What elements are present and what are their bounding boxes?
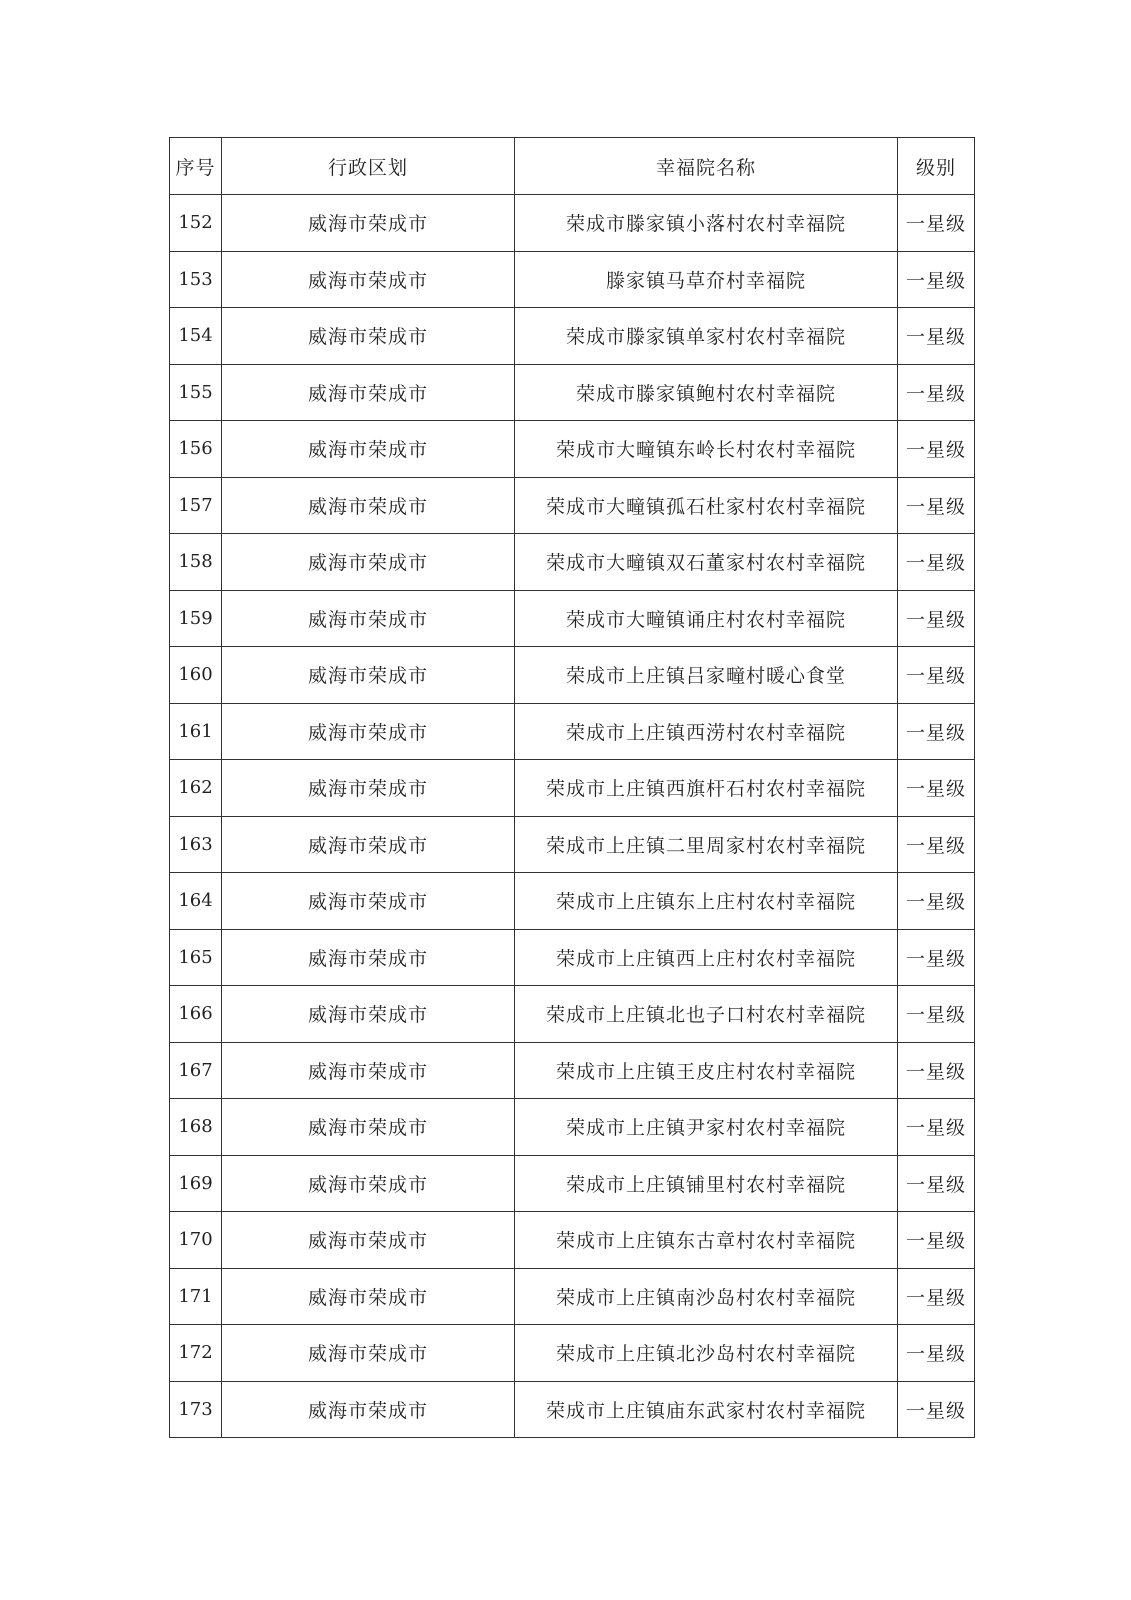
- cell-welfare-home-name: 荣成市滕家镇单家村农村幸福院: [515, 308, 898, 365]
- cell-admin-division: 威海市荣成市: [222, 986, 515, 1043]
- cell-level: 一星级: [898, 816, 975, 873]
- table-row: [170, 816, 975, 873]
- header-level: 级别: [898, 138, 975, 195]
- cell-welfare-home-name: 荣成市上庄镇西上庄村农村幸福院: [515, 929, 898, 986]
- table-row: [170, 1155, 975, 1212]
- table-row: [170, 195, 975, 252]
- cell-admin-division: 威海市荣成市: [222, 1325, 515, 1382]
- cell-level: 一星级: [898, 251, 975, 308]
- cell-level: 一星级: [898, 703, 975, 760]
- cell-welfare-home-name: 荣成市上庄镇吕家疃村暖心食堂: [515, 647, 898, 704]
- cell-admin-division: 威海市荣成市: [222, 251, 515, 308]
- cell-welfare-home-name: 荣成市上庄镇西旗杆石村农村幸福院: [515, 760, 898, 817]
- cell-level: 一星级: [898, 1325, 975, 1382]
- cell-serial-number: 173: [170, 1381, 222, 1438]
- cell-admin-division: 威海市荣成市: [222, 590, 515, 647]
- cell-level: 一星级: [898, 1268, 975, 1325]
- cell-welfare-home-name: 荣成市上庄镇东古章村农村幸福院: [515, 1212, 898, 1269]
- cell-level: 一星级: [898, 1381, 975, 1438]
- cell-serial-number: 152: [170, 195, 222, 252]
- cell-level: 一星级: [898, 929, 975, 986]
- cell-admin-division: 威海市荣成市: [222, 1268, 515, 1325]
- cell-level: 一星级: [898, 308, 975, 365]
- cell-serial-number: 153: [170, 251, 222, 308]
- table-row: [170, 1042, 975, 1099]
- table-row: [170, 364, 975, 421]
- cell-welfare-home-name: 荣成市上庄镇二里周家村农村幸福院: [515, 816, 898, 873]
- cell-level: 一星级: [898, 1042, 975, 1099]
- cell-serial-number: 159: [170, 590, 222, 647]
- cell-serial-number: 168: [170, 1099, 222, 1156]
- cell-admin-division: 威海市荣成市: [222, 195, 515, 252]
- cell-level: 一星级: [898, 647, 975, 704]
- cell-admin-division: 威海市荣成市: [222, 1155, 515, 1212]
- cell-level: 一星级: [898, 873, 975, 930]
- cell-level: 一星级: [898, 1212, 975, 1269]
- cell-welfare-home-name: 滕家镇马草夼村幸福院: [515, 251, 898, 308]
- cell-welfare-home-name: 荣成市上庄镇庙东武家村农村幸福院: [515, 1381, 898, 1438]
- table-row: [170, 873, 975, 930]
- table-row: [170, 1381, 975, 1438]
- table-header-row: [170, 138, 975, 195]
- cell-welfare-home-name: 荣成市上庄镇北沙岛村农村幸福院: [515, 1325, 898, 1382]
- table-row: [170, 534, 975, 591]
- table-row: [170, 760, 975, 817]
- header-serial-number: 序号: [170, 138, 222, 195]
- cell-level: 一星级: [898, 760, 975, 817]
- cell-admin-division: 威海市荣成市: [222, 1212, 515, 1269]
- cell-welfare-home-name: 荣成市上庄镇尹家村农村幸福院: [515, 1099, 898, 1156]
- table-row: [170, 929, 975, 986]
- cell-serial-number: 161: [170, 703, 222, 760]
- cell-welfare-home-name: 荣成市上庄镇南沙岛村农村幸福院: [515, 1268, 898, 1325]
- cell-admin-division: 威海市荣成市: [222, 534, 515, 591]
- cell-serial-number: 162: [170, 760, 222, 817]
- cell-admin-division: 威海市荣成市: [222, 816, 515, 873]
- cell-admin-division: 威海市荣成市: [222, 421, 515, 478]
- cell-welfare-home-name: 荣成市上庄镇西涝村农村幸福院: [515, 703, 898, 760]
- cell-level: 一星级: [898, 534, 975, 591]
- cell-admin-division: 威海市荣成市: [222, 929, 515, 986]
- welfare-home-table: [169, 137, 975, 1438]
- table-row: [170, 1268, 975, 1325]
- cell-admin-division: 威海市荣成市: [222, 1381, 515, 1438]
- cell-serial-number: 167: [170, 1042, 222, 1099]
- cell-admin-division: 威海市荣成市: [222, 364, 515, 421]
- cell-welfare-home-name: 荣成市滕家镇鲍村农村幸福院: [515, 364, 898, 421]
- cell-serial-number: 155: [170, 364, 222, 421]
- cell-serial-number: 164: [170, 873, 222, 930]
- cell-serial-number: 156: [170, 421, 222, 478]
- cell-admin-division: 威海市荣成市: [222, 1099, 515, 1156]
- cell-admin-division: 威海市荣成市: [222, 308, 515, 365]
- table-row: [170, 1212, 975, 1269]
- cell-level: 一星级: [898, 364, 975, 421]
- cell-serial-number: 158: [170, 534, 222, 591]
- table-row: [170, 590, 975, 647]
- cell-serial-number: 163: [170, 816, 222, 873]
- table-row: [170, 647, 975, 704]
- cell-admin-division: 威海市荣成市: [222, 873, 515, 930]
- cell-serial-number: 154: [170, 308, 222, 365]
- table-row: [170, 308, 975, 365]
- table-row: [170, 986, 975, 1043]
- cell-serial-number: 169: [170, 1155, 222, 1212]
- table-row: [170, 477, 975, 534]
- cell-welfare-home-name: 荣成市上庄镇铺里村农村幸福院: [515, 1155, 898, 1212]
- cell-welfare-home-name: 荣成市滕家镇小落村农村幸福院: [515, 195, 898, 252]
- table-row: [170, 1325, 975, 1382]
- cell-level: 一星级: [898, 477, 975, 534]
- cell-welfare-home-name: 荣成市上庄镇王皮庄村农村幸福院: [515, 1042, 898, 1099]
- cell-welfare-home-name: 荣成市上庄镇北也子口村农村幸福院: [515, 986, 898, 1043]
- cell-serial-number: 166: [170, 986, 222, 1043]
- cell-admin-division: 威海市荣成市: [222, 1042, 515, 1099]
- cell-welfare-home-name: 荣成市大疃镇孤石杜家村农村幸福院: [515, 477, 898, 534]
- cell-welfare-home-name: 荣成市大疃镇诵庄村农村幸福院: [515, 590, 898, 647]
- cell-level: 一星级: [898, 1155, 975, 1212]
- table-row: [170, 703, 975, 760]
- header-welfare-home-name: 幸福院名称: [515, 138, 898, 195]
- cell-admin-division: 威海市荣成市: [222, 703, 515, 760]
- cell-serial-number: 160: [170, 647, 222, 704]
- table-row: [170, 251, 975, 308]
- cell-admin-division: 威海市荣成市: [222, 647, 515, 704]
- cell-level: 一星级: [898, 1099, 975, 1156]
- cell-admin-division: 威海市荣成市: [222, 477, 515, 534]
- cell-level: 一星级: [898, 421, 975, 478]
- cell-serial-number: 157: [170, 477, 222, 534]
- cell-admin-division: 威海市荣成市: [222, 760, 515, 817]
- cell-serial-number: 165: [170, 929, 222, 986]
- cell-welfare-home-name: 荣成市大疃镇双石董家村农村幸福院: [515, 534, 898, 591]
- cell-level: 一星级: [898, 195, 975, 252]
- cell-level: 一星级: [898, 590, 975, 647]
- cell-serial-number: 172: [170, 1325, 222, 1382]
- header-admin-division: 行政区划: [222, 138, 515, 195]
- table-row: [170, 421, 975, 478]
- cell-serial-number: 170: [170, 1212, 222, 1269]
- cell-welfare-home-name: 荣成市上庄镇东上庄村农村幸福院: [515, 873, 898, 930]
- cell-welfare-home-name: 荣成市大疃镇东岭长村农村幸福院: [515, 421, 898, 478]
- table-body: [170, 195, 975, 1438]
- cell-serial-number: 171: [170, 1268, 222, 1325]
- table-row: [170, 1099, 975, 1156]
- cell-level: 一星级: [898, 986, 975, 1043]
